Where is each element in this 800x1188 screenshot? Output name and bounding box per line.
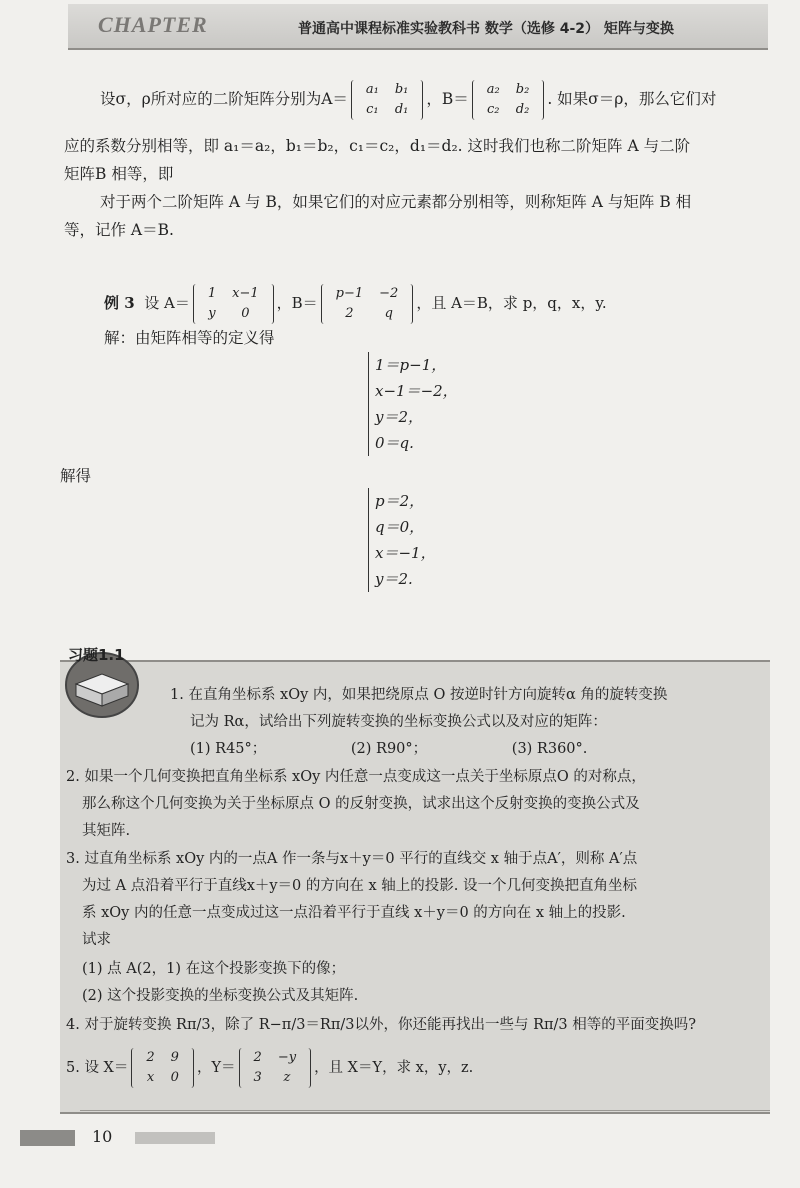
matrix-b: a₂ b₂ c₂ d₂ bbox=[472, 80, 545, 120]
exercise-3e: (1) 点 A(2，1) 在这个投影变换下的像； bbox=[82, 961, 346, 977]
example-matrix-a: 1 x−1 y 0 bbox=[193, 284, 274, 324]
exercise-3f: (2) 这个投影变换的坐标变换公式及其矩阵. bbox=[82, 988, 359, 1004]
footer-bar-right bbox=[135, 1132, 215, 1144]
exercise-2b: 那么称这个几何变换为关于坐标原点 O 的反射变换，试求出这个反射变换的变换公式及 bbox=[82, 796, 640, 812]
example3-statement: 例 3 设 A＝ 1 x−1 y 0 ，B＝ p−1 −2 2 q ，且 A＝B，求 p，q，x，y. bbox=[104, 284, 607, 324]
exercise-title: 习题1.1 bbox=[68, 646, 125, 664]
solution-intro: 解：由矩阵相等的定义得 bbox=[104, 329, 275, 347]
exercise-3d: 试求 bbox=[82, 932, 111, 948]
book-title: 普通高中课程标准实验教科书 数学（选修 4-2） 矩阵与变换 bbox=[298, 21, 674, 37]
equation-system-1: 1＝p−1， x−1＝−2， y＝2， 0＝q. bbox=[368, 352, 458, 456]
chapter-label: CHAPTER bbox=[98, 12, 208, 37]
para1-line1: 设σ，ρ所对应的二阶矩阵分别为A＝ a₁ b₁ c₁ d₁ ，B＝ a₂ b₂ c₂ d₂ . 如果σ＝ρ，那么它们对 bbox=[100, 80, 716, 120]
para1-line2: 应的系数分别相等，即 a₁＝a₂，b₁＝b₂，c₁＝c₂，d₁＝d₂. 这时我们也称二阶矩阵 A 与二阶 bbox=[64, 137, 691, 155]
para2-line2: 等，记作 A＝B. bbox=[64, 221, 174, 239]
exercise-2c: 其矩阵. bbox=[82, 823, 131, 839]
para2-line1: 对于两个二阶矩阵 A 与 B，如果它们的对应元素都分别相等，则称矩阵 A 与矩阵 B 相 bbox=[100, 193, 692, 211]
exercise-3a: 3. 过直角坐标系 xOy 内的一点A 作一条与x＋y＝0 平行的直线交 x 轴于点A′，则称 A′点 bbox=[66, 851, 638, 867]
example-matrix-b: p−1 −2 2 q bbox=[321, 284, 414, 324]
equation-system-2: p＝2， q＝0， x＝−1， y＝2. bbox=[368, 488, 436, 592]
exercise-4: 4. 对于旋转变换 Rπ/3，除了 R−π/3＝Rπ/3以外，你还能再找出一些与 Rπ/3 相等的平面变换吗? bbox=[66, 1017, 697, 1033]
matrix-a: a₁ b₁ c₁ d₁ bbox=[351, 80, 424, 120]
solved-label: 解得 bbox=[60, 467, 92, 485]
matrix-y: 2 −y 3 z bbox=[239, 1048, 312, 1088]
footer-bar-left bbox=[20, 1130, 75, 1146]
exercise-1c: (1) R45°； (2) R90°； (3) R360°. bbox=[190, 741, 588, 757]
matrix-x: 2 9 x 0 bbox=[131, 1048, 194, 1088]
exercise-badge bbox=[62, 640, 152, 720]
exercise-2a: 2. 如果一个几何变换把直角坐标系 xOy 内任意一点变成这一点关于坐标原点O 的对称点， bbox=[66, 769, 646, 785]
exercise-1b: 记为 Rα，试给出下列旋转变换的坐标变换公式以及对应的矩阵： bbox=[190, 714, 607, 730]
exercise-1a: 1. 在直角坐标系 xOy 内，如果把绕原点 O 按逆时针方向旋转α 角的旋转变换 bbox=[170, 687, 668, 703]
exercise-3c: 系 xOy 内的任意一点变成过这一点沿着平行于直线 x＋y＝0 的方向在 x 轴上的投影. bbox=[82, 905, 626, 921]
exercise-5: 5. 设 X＝ 2 9 x 0 ，Y＝ 2 −y 3 z ，且 X＝Y，求 x，y，z. bbox=[66, 1048, 473, 1088]
para1-line3: 矩阵B 相等，即 bbox=[64, 165, 174, 183]
exercise-3b: 为过 A 点沿着平行于直线x＋y＝0 的方向在 x 轴上的投影. 设一个几何变换把直角坐标 bbox=[82, 878, 638, 894]
footer-rule bbox=[80, 1110, 770, 1111]
example-label: 例 3 bbox=[104, 294, 135, 312]
page-header bbox=[68, 4, 768, 50]
page-number: 10 bbox=[92, 1127, 113, 1146]
